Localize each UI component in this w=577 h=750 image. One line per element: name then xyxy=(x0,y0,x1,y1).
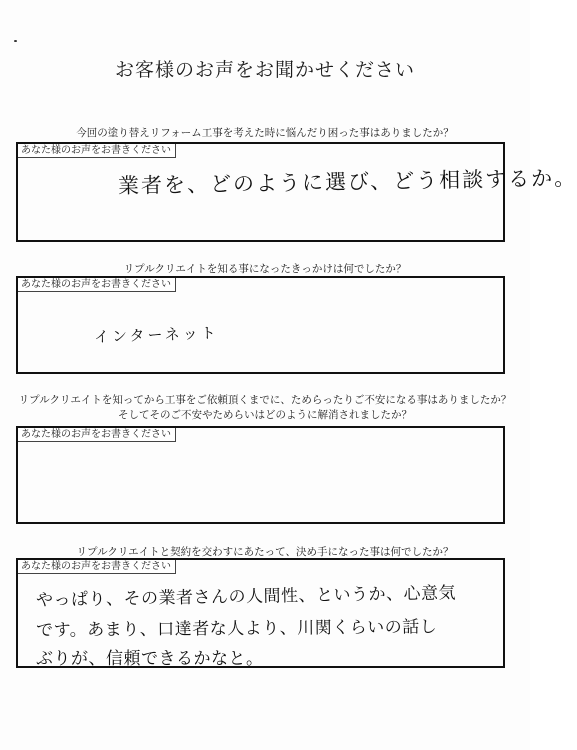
handwritten-answer-4-line-1: やっぱり、その業者さんの人間性、というか、心意気 xyxy=(35,583,457,611)
form-title: お客様のお声をお聞かせください xyxy=(114,59,415,81)
answer-box-3 xyxy=(16,426,505,524)
handwritten-answer-1-line-1: 業者を、どのように選び、どう相談するか。 xyxy=(117,165,577,199)
answer-box-label: あなた様のお声をお書きください xyxy=(18,278,176,292)
handwritten-answer-4-line-2: です。あまり、口達者な人より、川関くらいの話し xyxy=(35,617,438,641)
scan-speck xyxy=(14,40,17,42)
handwritten-answer-2-line-1: インターネット xyxy=(93,323,219,347)
answer-box-label: あなた様のお声をお書きください xyxy=(18,560,176,574)
question-3-line-1: リプルクリエイトを知ってから工事をご依頼頂くまでに、ためらったりご不安になる事はありましたか？ xyxy=(18,394,512,406)
question-2: リプルクリエイトを知る事になったきっかけは何でしたか？ xyxy=(123,263,407,275)
answer-box-2 xyxy=(16,276,505,374)
question-4: リプルクリエイトと契約を交わすにあたって、決め手になった事は何でしたか？ xyxy=(76,546,454,558)
answer-box-4 xyxy=(16,558,505,668)
question-1: 今回の塗り替えリフォーム工事を考えた時に悩んだり困った事はありましたか？ xyxy=(76,127,454,139)
question-3-line-2: そしてそのご不安やためらいはどのように解消されましたか？ xyxy=(118,409,412,421)
handwritten-answer-4-line-3: ぶりが、信頼できるかなと。 xyxy=(36,649,264,669)
answer-box-label: あなた様のお声をお書きください xyxy=(18,428,176,442)
answer-box-1 xyxy=(16,142,577,242)
answer-box-label: あなた様のお声をお書きください xyxy=(18,144,176,158)
